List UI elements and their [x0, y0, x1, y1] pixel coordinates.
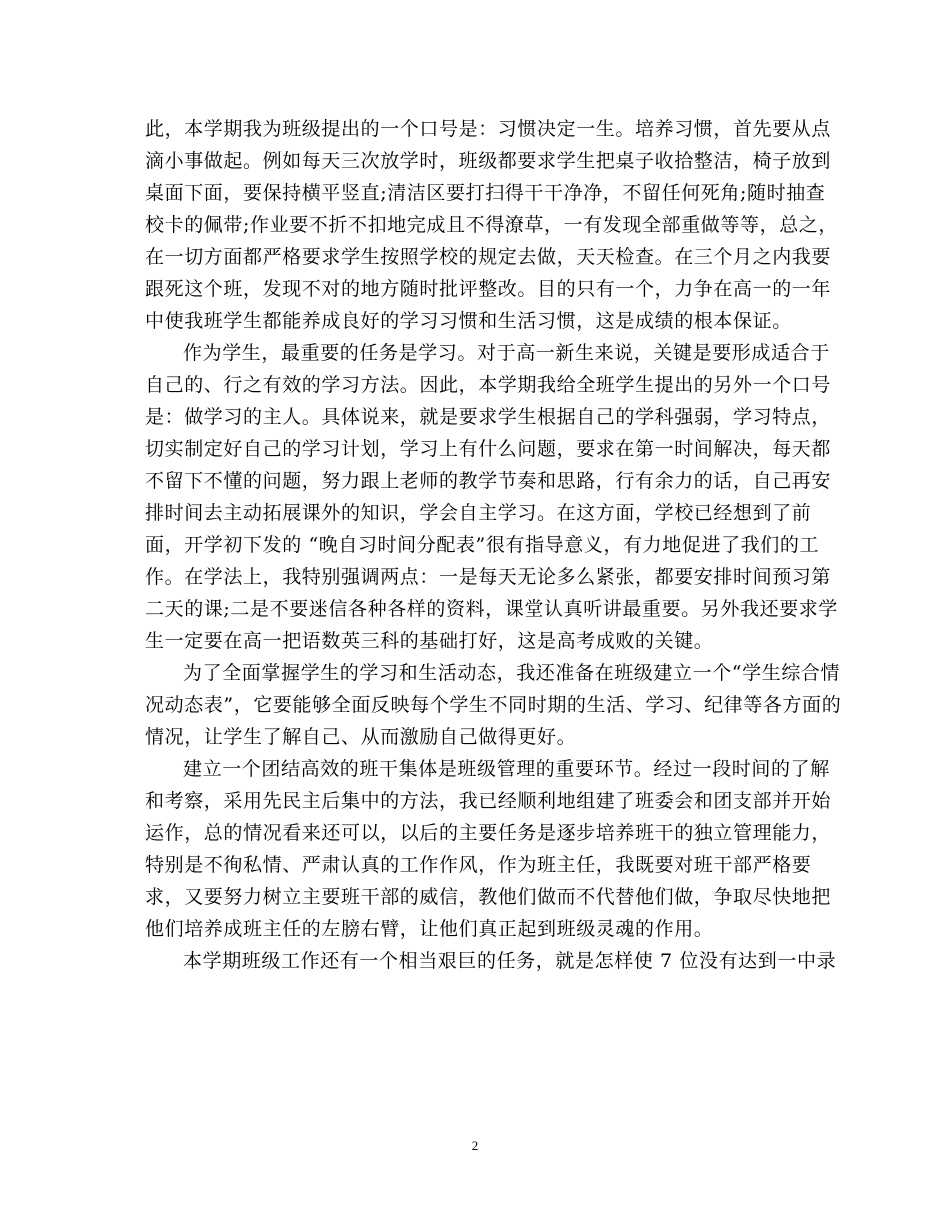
text-line: 情况，让学生了解自己、从而激励自己做得更好。: [145, 726, 577, 748]
page-number: 2: [471, 1138, 479, 1153]
text-line: 跟死这个班，发现不对的地方随时批评整改。目的只有一个，力争在高一的一年: [145, 278, 832, 300]
text-line: 中使我班学生都能养成良好的学习习惯和生活习惯，这是成绩的根本保证。: [145, 310, 792, 332]
paragraph-first-line: 为了全面掌握学生的学习和生活动态，我还准备在班级建立一个“学生综合情: [183, 662, 841, 684]
text-line: 二天的课;二是不要迷信各种各样的资料，课堂认真听讲最重要。另外我还要求学: [145, 598, 839, 620]
text-line: 作。在学法上，我特别强调两点：一是每天无论多么紧张，都要安排时间预习第: [145, 566, 832, 588]
text-line: 他们培养成班主任的左膀右臂，让他们真正起到班级灵魂的作用。: [145, 918, 714, 940]
text-line: 求，又要努力树立主要班干部的威信，教他们做而不代替他们做，争取尽快地把: [145, 886, 832, 908]
paragraph-first-line: 本学期班级工作还有一个相当艰巨的任务，就是怎样使 7 位没有达到一中录: [183, 950, 837, 972]
text-line: 自己的、行之有效的学习方法。因此，本学期我给全班学生提出的另外一个口号: [145, 374, 832, 396]
text-line: 面，开学初下发的 “晚自习时间分配表”很有指导意义，有力地促进了我们的工: [145, 534, 820, 556]
text-line: 桌面下面，要保持横平竖直;清洁区要打扫得干干净净，不留任何死角;随时抽查: [145, 182, 826, 204]
text-line: 在一切方面都严格要求学生按照学校的规定去做，天天检查。在三个月之内我要: [145, 246, 832, 268]
text-line: 运作，总的情况看来还可以，以后的主要任务是逐步培养班干的独立管理能力，: [145, 822, 832, 844]
text-line: 和考察，采用先民主后集中的方法，我已经顺利地组建了班委会和团支部并开始: [145, 790, 832, 812]
text-line: 生一定要在高一把语数英三科的基础打好，这是高考成败的关键。: [145, 630, 714, 652]
paragraph-first-line: 作为学生，最重要的任务是学习。对于高一新生来说，关键是要形成适合于: [183, 342, 830, 364]
text-line: 不留下不懂的问题，努力跟上老师的教学节奏和思路，行有余力的话，自己再安: [145, 470, 832, 492]
text-line: 切实制定好自己的学习计划，学习上有什么问题，要求在第一时间解决，每天都: [145, 438, 832, 460]
text-line: 排时间去主动拓展课外的知识，学会自主学习。在这方面，学校已经想到了前: [145, 502, 812, 524]
text-line: 校卡的佩带;作业要不折不扣地完成且不得潦草，一有发现全部重做等等，总之，: [145, 214, 839, 236]
text-line: 是：做学习的主人。具体说来，就是要求学生根据自己的学科强弱，学习特点，: [145, 406, 832, 428]
text-line: 此，本学期我为班级提出的一个口号是：习惯决定一生。培养习惯，首先要从点: [145, 118, 832, 140]
paragraph-first-line: 建立一个团结高效的班干集体是班级管理的重要环节。经过一段时间的了解: [183, 758, 830, 780]
text-line: 滴小事做起。例如每天三次放学时，班级都要求学生把桌子收拾整洁，椅子放到: [145, 150, 832, 172]
text-line: 特别是不徇私情、严肃认真的工作作风，作为班主任，我既要对班干部严格要: [145, 854, 812, 876]
text-line: 况动态表”，它要能够全面反映每个学生不同时期的生活、学习、纪律等各方面的: [145, 694, 842, 716]
